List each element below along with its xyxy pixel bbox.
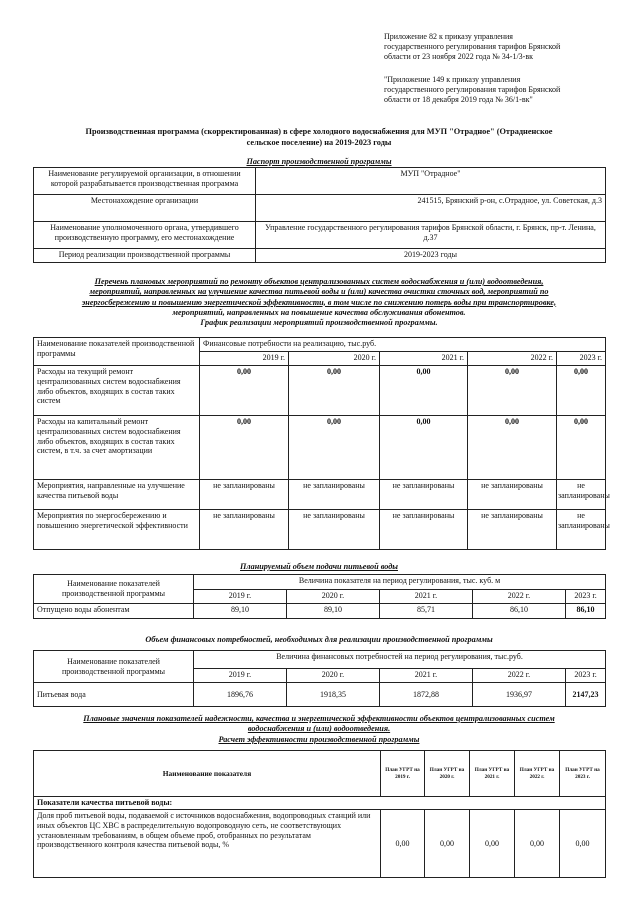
volume-heading: Планируемый объем подачи питьевой воды — [240, 562, 398, 571]
cell-value: не запланированы — [289, 510, 380, 550]
table-header-row — [34, 338, 606, 352]
table-row — [34, 480, 606, 510]
annex-line: области от 23 ноября 2022 года № 34-1/3-вк — [384, 52, 534, 62]
table-row — [34, 366, 606, 416]
cell-value: 0,00 — [468, 366, 557, 416]
cell-value: 0,00 — [468, 416, 557, 480]
annex-line: области от 18 декабря 2019 года № 36/1-вк" — [384, 95, 533, 105]
cell-value: 0,00 — [515, 810, 560, 878]
cell-value: 0,00 — [425, 810, 470, 878]
passport-value: МУП "Отрадное" — [256, 168, 606, 195]
cell-value: 0,00 — [380, 416, 468, 480]
plan-header: План УГРТ на 2022 г. — [515, 751, 560, 797]
cell-value: не запланированы — [468, 480, 557, 510]
cell-value: 86,10 — [566, 604, 606, 619]
year-header: 2019 г. — [194, 669, 287, 683]
row-label: Мероприятия, направленные на улучшение качества питьевой воды — [34, 480, 200, 510]
row-label: Отпущено воды абонентам — [34, 604, 194, 619]
table-row — [34, 683, 606, 707]
column-header-indicator: Наименование показателей производственной программы — [34, 651, 194, 683]
cell-value: не запланированы — [380, 510, 468, 550]
cell-value: 89,10 — [287, 604, 380, 619]
year-header: 2021 г. — [380, 590, 473, 604]
measures-heading-line: Перечень плановых мероприятий по ремонту объектов централизованных систем водоснабжения и (или) водоотведения, — [94, 277, 544, 286]
column-header-indicator: Наименование показателей производственной программы — [34, 338, 200, 366]
passport-heading: Паспорт производственной программы — [246, 157, 392, 166]
year-header: 2020 г. — [289, 352, 380, 366]
cell-value: 89,10 — [194, 604, 287, 619]
table-row — [34, 168, 606, 195]
cell-value: 0,00 — [381, 810, 425, 878]
annex-line: государственного регулирования тарифов Брянской — [384, 85, 561, 95]
section-row — [34, 797, 606, 810]
table-row — [34, 510, 606, 550]
cell-value: 1936,97 — [473, 683, 566, 707]
finance-heading: Объем финансовых потребностей, необходимых для реализации производственной программы — [145, 635, 493, 644]
measures-heading-line: мероприятий, направленных на повышение качества обслуживания абонентов. — [172, 307, 466, 317]
column-group-header: Финансовые потребности на реализацию, тыс.руб. — [200, 338, 606, 352]
measures-table — [33, 337, 610, 550]
plan-header: План УГРТ на 2020 г. — [425, 751, 470, 797]
document-title — [28, 127, 610, 149]
cell-value: 86,10 — [473, 604, 566, 619]
table-row — [34, 222, 606, 249]
year-header: 2021 г. — [380, 352, 468, 366]
finance-table — [33, 650, 606, 707]
cell-value: не запланированы — [289, 480, 380, 510]
cell-value: не запланированы — [380, 480, 468, 510]
cell-value: 0,00 — [557, 416, 606, 480]
cell-value: 0,00 — [380, 366, 468, 416]
year-header: 2019 г. — [200, 352, 289, 366]
row-label: Питьевая вода — [34, 683, 194, 707]
cell-value: не запланированы — [468, 510, 557, 550]
passport-value: 241515, Брянский р-он, с.Отрадное, ул. Советская, д.3 — [256, 195, 606, 222]
reliability-heading-line: Плановые значения показателей надежности, качества и энергетической эффективности объектов централизованных систем — [83, 714, 555, 723]
column-header-indicator: Наименование показателя — [34, 751, 381, 797]
year-header: 2023 г. — [566, 669, 606, 683]
cell-value: 0,00 — [560, 810, 606, 878]
year-header: 2022 г. — [473, 590, 566, 604]
cell-value: 0,00 — [200, 366, 289, 416]
cell-value: 0,00 — [289, 416, 380, 480]
year-header: 2023 г. — [557, 352, 606, 366]
column-group-header: Величина финансовых потребностей на период регулирования, тыс.руб. — [194, 651, 606, 669]
table-row — [34, 195, 606, 222]
cell-value: не запланированы — [200, 480, 289, 510]
passport-table — [33, 167, 606, 263]
cell-value: не запланированы — [557, 480, 606, 510]
volume-table — [33, 574, 606, 619]
passport-label: Местонахождение организации — [34, 195, 256, 222]
annex-line: государственного регулирования тарифов Брянской — [384, 42, 561, 52]
annex-line: Приложение 82 к приказу управления — [384, 32, 513, 41]
table-row — [34, 416, 606, 480]
year-header: 2021 г. — [380, 669, 473, 683]
year-header: 2023 г. — [566, 590, 606, 604]
column-group-header: Величина показателя на период регулирования, тыс. куб. м — [194, 575, 606, 590]
row-label: Доля проб питьевой воды, подаваемой с источников водоснабжения, водопроводных станций или иных объектов ЦС ХВС в распределительную водопроводную сеть, не соответствующих установленным требованиям, в общем объеме проб, отобранных по результатам производственного контроля качества питьевой воды, % — [34, 810, 381, 878]
plan-header: План УГРТ на 2021 г. — [470, 751, 515, 797]
annex-reference — [384, 32, 624, 63]
measures-heading-line: энергосбережению и повышению энергетической эффективности, в том числе по снижению потерь воды при транспортировке, — [81, 297, 557, 307]
cell-value: 2147,23 — [566, 683, 606, 707]
row-label: Расходы на капитальный ремонт централизованных систем водоснабжения либо объектов, входящих в состав таких систем, в т.ч. за счет амортизации — [34, 416, 200, 480]
reliability-heading — [30, 714, 608, 745]
section-label: Показатели качества питьевой воды: — [34, 797, 606, 810]
passport-label: Наименование уполномоченного органа, утвердившего производственную программу, его местонахождение — [34, 222, 256, 249]
passport-label: Наименование регулируемой организации, в отношении которой разрабатывается производственная программа — [34, 168, 256, 195]
measures-heading-line: мероприятий, направленных на улучшение качества питьевой воды и (или) качества очистки сточных вод, мероприятий по — [89, 287, 549, 297]
cell-value: 1896,76 — [194, 683, 287, 707]
year-header: 2019 г. — [194, 590, 287, 604]
document-title-line: сельское поселение) на 2019-2023 годы — [246, 137, 392, 147]
table-row — [34, 604, 606, 619]
year-header: 2022 г. — [468, 352, 557, 366]
cell-value: 0,00 — [557, 366, 606, 416]
cell-value: 1918,35 — [287, 683, 380, 707]
measures-subheading: График реализации мероприятий производственной программы. — [200, 318, 438, 327]
passport-label: Период реализации производственной программы — [34, 249, 256, 263]
cell-value: не запланированы — [200, 510, 289, 550]
row-label: Расходы на текущий ремонт централизованных систем водоснабжения либо объектов, входящих в состав таких систем — [34, 366, 200, 416]
row-label: Мероприятия по энергосбережению и повышению энергетической эффективности — [34, 510, 200, 550]
cell-value: 1872,88 — [380, 683, 473, 707]
annex-line: "Приложение 149 к приказу управления — [384, 75, 521, 84]
cell-value: 0,00 — [200, 416, 289, 480]
column-header-indicator: Наименование показателей производственной программы — [34, 575, 194, 604]
table-header-row — [34, 751, 606, 797]
plan-header: План УГРТ на 2019 г. — [381, 751, 425, 797]
year-header: 2020 г. — [287, 669, 380, 683]
plan-header: План УГРТ на 2023 г. — [560, 751, 606, 797]
measures-heading — [30, 277, 608, 328]
annex-previous-reference — [384, 75, 624, 106]
table-header-row — [34, 575, 606, 590]
table-row — [34, 249, 606, 263]
cell-value: не запланированы — [557, 510, 606, 550]
reliability-subheading: Расчет эффективности производственной программы — [218, 734, 420, 744]
document-title-line: Производственная программа (скорректированная) в сфере холодного водоснабжения для МУП "Отрадное" (Отрадненское — [85, 127, 553, 136]
table-header-row — [34, 651, 606, 669]
table-row — [34, 810, 606, 878]
passport-value: 2019-2023 годы — [256, 249, 606, 263]
year-header: 2022 г. — [473, 669, 566, 683]
passport-value: Управление государственного регулирования тарифов Брянской области, г. Брянск, пр-т. Ленина, д.37 — [256, 222, 606, 249]
cell-value: 0,00 — [470, 810, 515, 878]
cell-value: 0,00 — [289, 366, 380, 416]
reliability-table — [33, 750, 606, 878]
year-header: 2020 г. — [287, 590, 380, 604]
reliability-heading-line: водоснабжения и (или) водоотведения. — [247, 724, 391, 734]
cell-value: 85,71 — [380, 604, 473, 619]
